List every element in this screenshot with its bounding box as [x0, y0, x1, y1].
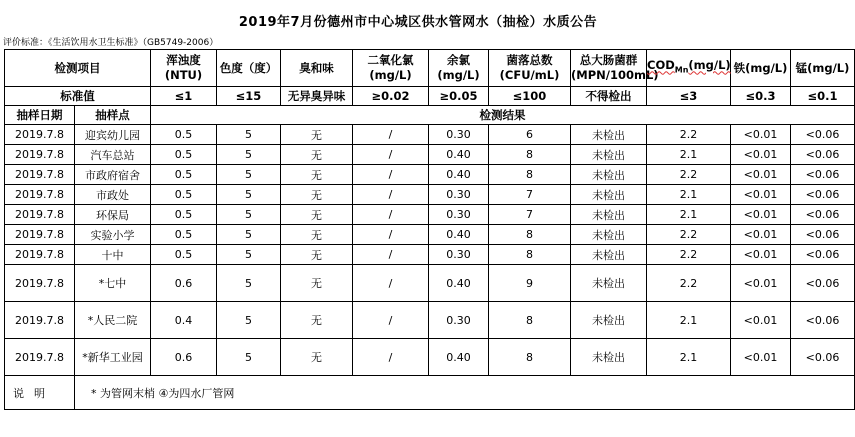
- result-cell: 5: [217, 265, 281, 302]
- result-cell: <0.01: [731, 339, 791, 376]
- sample-site: 汽车总站: [75, 145, 151, 165]
- result-cell: 5: [217, 302, 281, 339]
- result-cell: 8: [489, 302, 571, 339]
- sample-date: 2019.7.8: [5, 125, 75, 145]
- sample-site: *七中: [75, 265, 151, 302]
- subheader-date: 抽样日期: [5, 106, 75, 125]
- result-cell: 2.1: [647, 185, 731, 205]
- result-cell: 0.6: [151, 339, 217, 376]
- subheader-results: 检测结果: [151, 106, 855, 125]
- header-odor: 臭和味: [281, 50, 353, 87]
- result-cell: <0.06: [791, 245, 855, 265]
- table-row: [5, 225, 855, 245]
- result-cell: 5: [217, 125, 281, 145]
- note-text: * 为管网末梢 ④为四水厂管网: [75, 376, 855, 410]
- page-title: 2019年7月份德州市中心城区供水管网水（抽检）水质公告: [238, 15, 598, 30]
- header-residual-chlorine: 余氯(mg/L): [429, 50, 489, 87]
- result-cell: 8: [489, 339, 571, 376]
- header-cod: [647, 50, 731, 87]
- sample-site: *人民二院: [75, 302, 151, 339]
- result-cell: 0.5: [151, 245, 217, 265]
- result-cell: 无: [281, 225, 353, 245]
- result-cell: 0.40: [429, 225, 489, 245]
- sample-site: 十中: [75, 245, 151, 265]
- result-cell: 0.40: [429, 339, 489, 376]
- result-cell: 未检出: [571, 145, 647, 165]
- result-cell: 0.30: [429, 205, 489, 225]
- result-cell: 5: [217, 165, 281, 185]
- sample-site: *新华工业园: [75, 339, 151, 376]
- result-cell: <0.06: [791, 339, 855, 376]
- result-cell: <0.01: [731, 245, 791, 265]
- result-cell: 无: [281, 339, 353, 376]
- sample-date: 2019.7.8: [5, 165, 75, 185]
- result-cell: 0.5: [151, 165, 217, 185]
- evaluation-standard: 评价标准：《生活饮用水卫生标准》（GB5749-2006）: [3, 38, 219, 48]
- result-cell: 0.6: [151, 265, 217, 302]
- cod-unit: (mg/L): [688, 58, 731, 73]
- result-cell: 2.2: [647, 125, 731, 145]
- result-cell: 无: [281, 125, 353, 145]
- result-cell: 无: [281, 165, 353, 185]
- result-cell: /: [353, 245, 429, 265]
- result-cell: 6: [489, 125, 571, 145]
- sample-date: 2019.7.8: [5, 185, 75, 205]
- result-cell: 未检出: [571, 265, 647, 302]
- result-cell: <0.01: [731, 185, 791, 205]
- header-color: 色度（度）: [217, 50, 281, 87]
- result-cell: 未检出: [571, 245, 647, 265]
- sample-site: 实验小学: [75, 225, 151, 245]
- result-cell: 0.4: [151, 302, 217, 339]
- header-chlorine-dioxide: 二氧化氯(mg/L): [353, 50, 429, 87]
- result-cell: 2.1: [647, 145, 731, 165]
- result-cell: 2.2: [647, 165, 731, 185]
- table-row: [5, 125, 855, 145]
- header-coliform: 总大肠菌群(MPN/100mL): [571, 50, 647, 87]
- header-manganese: 锰(mg/L): [791, 50, 855, 87]
- result-cell: 未检出: [571, 225, 647, 245]
- limit-cell: ≥0.02: [353, 87, 429, 106]
- table-row: [5, 245, 855, 265]
- result-cell: 未检出: [571, 165, 647, 185]
- result-cell: 无: [281, 205, 353, 225]
- result-cell: <0.01: [731, 145, 791, 165]
- header-iron: 铁(mg/L): [731, 50, 791, 87]
- result-cell: 0.30: [429, 245, 489, 265]
- header-cod-label: [647, 58, 731, 75]
- sample-date: 2019.7.8: [5, 302, 75, 339]
- limit-cell: 无异臭异味: [281, 87, 353, 106]
- result-cell: 0.5: [151, 185, 217, 205]
- result-cell: <0.01: [731, 205, 791, 225]
- result-cell: /: [353, 265, 429, 302]
- result-cell: 5: [217, 245, 281, 265]
- table-row: [5, 165, 855, 185]
- cod-prefix: COD: [647, 58, 675, 73]
- result-cell: <0.01: [731, 302, 791, 339]
- header-turbidity: 浑浊度(NTU): [151, 50, 217, 87]
- limit-cell: ≥0.05: [429, 87, 489, 106]
- result-cell: 8: [489, 165, 571, 185]
- result-cell: 2.1: [647, 302, 731, 339]
- table-row: [5, 265, 855, 302]
- sample-site: 环保局: [75, 205, 151, 225]
- sample-date: 2019.7.8: [5, 205, 75, 225]
- table-row: [5, 145, 855, 165]
- result-cell: 0.5: [151, 225, 217, 245]
- result-cell: 5: [217, 145, 281, 165]
- result-cell: 0.30: [429, 125, 489, 145]
- limit-cell: ≤100: [489, 87, 571, 106]
- result-cell: 无: [281, 265, 353, 302]
- result-cell: 5: [217, 225, 281, 245]
- result-cell: 2.1: [647, 205, 731, 225]
- result-cell: <0.06: [791, 302, 855, 339]
- result-cell: 0.5: [151, 125, 217, 145]
- limit-cell: ≤0.3: [731, 87, 791, 106]
- result-cell: 2.2: [647, 225, 731, 245]
- result-cell: /: [353, 165, 429, 185]
- table-row: [5, 185, 855, 205]
- result-cell: 2.2: [647, 245, 731, 265]
- result-cell: 0.40: [429, 145, 489, 165]
- note-row: [5, 376, 855, 410]
- result-cell: /: [353, 302, 429, 339]
- result-cell: 0.30: [429, 302, 489, 339]
- result-cell: <0.06: [791, 225, 855, 245]
- result-cell: <0.06: [791, 205, 855, 225]
- limits-label: 标准值: [5, 87, 151, 106]
- result-cell: <0.01: [731, 165, 791, 185]
- cod-sub: Mn: [674, 65, 689, 75]
- result-cell: <0.06: [791, 145, 855, 165]
- sample-date: 2019.7.8: [5, 339, 75, 376]
- sample-date: 2019.7.8: [5, 265, 75, 302]
- result-cell: 无: [281, 245, 353, 265]
- header-row: [5, 50, 855, 87]
- result-cell: 未检出: [571, 185, 647, 205]
- note-label: 说明: [5, 376, 75, 410]
- subheader-site: 抽样点: [75, 106, 151, 125]
- sample-date: 2019.7.8: [5, 145, 75, 165]
- limit-cell: 不得检出: [571, 87, 647, 106]
- sample-date: 2019.7.8: [5, 245, 75, 265]
- limit-cell: ≤15: [217, 87, 281, 106]
- subheader-row: [5, 106, 855, 125]
- result-cell: 8: [489, 225, 571, 245]
- result-cell: 8: [489, 245, 571, 265]
- result-cell: <0.01: [731, 265, 791, 302]
- result-cell: 7: [489, 185, 571, 205]
- result-cell: 5: [217, 205, 281, 225]
- result-cell: 未检出: [571, 339, 647, 376]
- sample-date: 2019.7.8: [5, 225, 75, 245]
- result-cell: <0.06: [791, 125, 855, 145]
- result-cell: /: [353, 145, 429, 165]
- result-cell: 9: [489, 265, 571, 302]
- data-rows: [5, 125, 855, 376]
- result-cell: /: [353, 205, 429, 225]
- result-cell: 8: [489, 145, 571, 165]
- result-cell: /: [353, 125, 429, 145]
- result-cell: <0.06: [791, 265, 855, 302]
- result-cell: 7: [489, 205, 571, 225]
- sample-site: 迎宾幼儿园: [75, 125, 151, 145]
- result-cell: 2.1: [647, 339, 731, 376]
- table-row: [5, 339, 855, 376]
- limits-row: [5, 87, 855, 106]
- result-cell: 0.5: [151, 145, 217, 165]
- result-cell: 未检出: [571, 125, 647, 145]
- result-cell: 无: [281, 145, 353, 165]
- sample-site: 市政处: [75, 185, 151, 205]
- result-cell: 0.5: [151, 205, 217, 225]
- sample-site: 市政府宿舍: [75, 165, 151, 185]
- result-cell: /: [353, 339, 429, 376]
- result-cell: 未检出: [571, 205, 647, 225]
- result-cell: 未检出: [571, 302, 647, 339]
- result-cell: /: [353, 225, 429, 245]
- result-cell: 0.40: [429, 265, 489, 302]
- limit-cell: ≤3: [647, 87, 731, 106]
- result-cell: 5: [217, 185, 281, 205]
- header-bacteria: 菌落总数(CFU/mL): [489, 50, 571, 87]
- result-cell: 5: [217, 339, 281, 376]
- header-item: 检测项目: [5, 50, 151, 87]
- result-cell: <0.06: [791, 165, 855, 185]
- result-cell: <0.06: [791, 185, 855, 205]
- limit-cell: ≤1: [151, 87, 217, 106]
- result-cell: 0.40: [429, 165, 489, 185]
- result-cell: <0.01: [731, 125, 791, 145]
- table-row: [5, 302, 855, 339]
- result-cell: 0.30: [429, 185, 489, 205]
- result-cell: 无: [281, 302, 353, 339]
- water-quality-table: [4, 49, 855, 410]
- result-cell: 无: [281, 185, 353, 205]
- table-row: [5, 205, 855, 225]
- result-cell: 2.2: [647, 265, 731, 302]
- result-cell: /: [353, 185, 429, 205]
- result-cell: <0.01: [731, 225, 791, 245]
- limit-cell: ≤0.1: [791, 87, 855, 106]
